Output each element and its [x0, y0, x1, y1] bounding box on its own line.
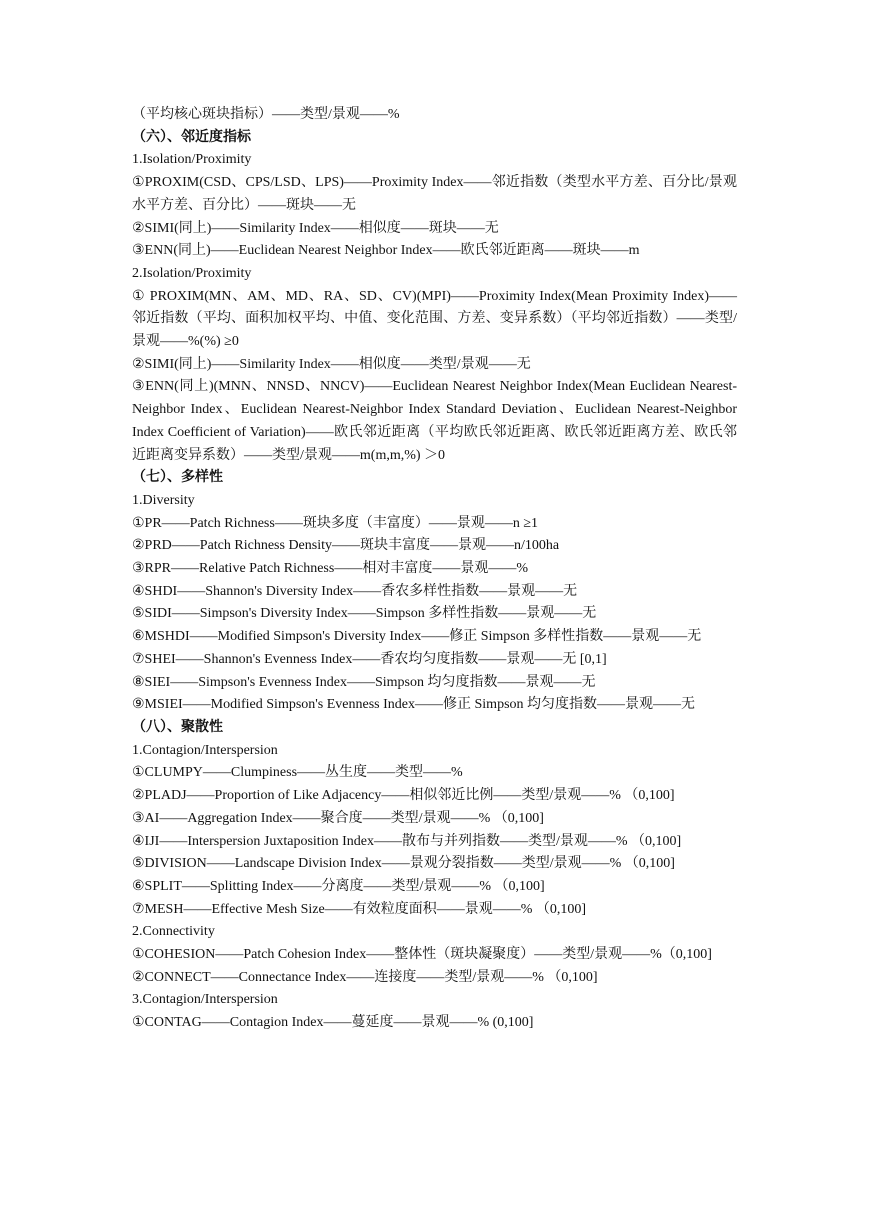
list-item: ⑧SIEI——Simpson's Evenness Index——Simpson 均匀度指数——景观——无	[132, 674, 596, 690]
list-item: ③ENN(同上)(MNN、NNSD、NNCV)——Euclidean Nearest Neighbor Index(Mean Euclidean Nearest-Neighbor Index、Euclidean Nearest-Neighbor Index Standard Deviation、Euclidean Nearest-Neighbor Index Coefficient of Variation)——欧氏邻近距离（平均欧氏邻近距离、欧氏邻近距离方差、欧氏邻近距离变异系数）——类型/景观——m(m,m,%) ＞0	[132, 379, 737, 463]
list-item: ⑥SPLIT——Splitting Index——分离度——类型/景观——% （0,100]	[132, 878, 545, 894]
subsection-heading: 1.Diversity	[132, 492, 195, 508]
list-item: ① PROXIM(MN、AM、MD、RA、SD、CV)(MPI)——Proximity Index(Mean Proximity Index)——邻近指数（平均、面积加权平均、中值、变化范围、方差、变异系数）（平均邻近指数）——类型/景观——%(%) ≥0	[132, 288, 737, 350]
subsection-heading: 1.Contagion/Interspersion	[132, 742, 278, 758]
list-item: ②PLADJ——Proportion of Like Adjacency——相似邻近比例——类型/景观——% （0,100]	[132, 788, 675, 804]
list-item: ①PROXIM(CSD、CPS/LSD、LPS)——Proximity Index——邻近指数（类型水平方差、百分比/景观水平方差、百分比）——斑块——无	[132, 175, 737, 213]
list-item: ④SHDI——Shannon's Diversity Index——香农多样性指数——景观——无	[132, 583, 578, 599]
list-item: ⑥MSHDI——Modified Simpson's Diversity Index——修正 Simpson 多样性指数——景观——无	[132, 629, 702, 645]
list-item: ①CLUMPY——Clumpiness——丛生度——类型——%	[132, 765, 463, 781]
list-item: ②SIMI(同上)——Similarity Index——相似度——类型/景观——无	[132, 356, 531, 372]
list-item: ⑤SIDI——Simpson's Diversity Index——Simpson 多样性指数——景观——无	[132, 606, 597, 622]
subsection-heading: 1.Isolation/Proximity	[132, 152, 252, 168]
list-item: ②CONNECT——Connectance Index——连接度——类型/景观——% （0,100]	[132, 969, 598, 985]
list-item: ⑦MESH——Effective Mesh Size——有效粒度面积——景观——% （0,100]	[132, 901, 587, 917]
list-item: ⑤DIVISION——Landscape Division Index——景观分裂指数——类型/景观——% （0,100]	[132, 856, 675, 872]
section-heading: （六）、邻近度指标	[132, 129, 251, 145]
subsection-heading: 2.Connectivity	[132, 924, 215, 940]
list-item: ①COHESION——Patch Cohesion Index——整体性（斑块凝聚度）——类型/景观——%（0,100]	[132, 947, 712, 963]
list-item: ②SIMI(同上)——Similarity Index——相似度——斑块——无	[132, 220, 499, 236]
text-line: （平均核心斑块指标）——类型/景观——%	[132, 107, 400, 122]
subsection-heading: 2.Isolation/Proximity	[132, 265, 252, 281]
list-item: ①CONTAG——Contagion Index——蔓延度——景观——% (0,100]	[132, 1015, 534, 1031]
list-item: ⑦SHEI——Shannon's Evenness Index——香农均匀度指数——景观——无 [0,1]	[132, 651, 607, 667]
list-item: ③RPR——Relative Patch Richness——相对丰富度——景观——%	[132, 561, 528, 577]
section-heading: （八）、聚散性	[132, 719, 223, 735]
list-item: ④IJI——Interspersion Juxtaposition Index——散布与并列指数——类型/景观——% （0,100]	[132, 833, 682, 849]
document-page	[132, 104, 737, 1035]
section-heading: （七）、多样性	[132, 470, 223, 486]
list-item: ①PR——Patch Richness——斑块多度（丰富度）——景观——n ≥1	[132, 515, 539, 531]
list-item: ②PRD——Patch Richness Density——斑块丰富度——景观——n/100ha	[132, 538, 560, 554]
list-item: ⑨MSIEI——Modified Simpson's Evenness Index——修正 Simpson 均匀度指数——景观——无	[132, 697, 696, 713]
list-item: ③AI——Aggregation Index——聚合度——类型/景观——% （0,100]	[132, 810, 544, 826]
list-item: ③ENN(同上)——Euclidean Nearest Neighbor Index——欧氏邻近距离——斑块——m	[132, 243, 640, 259]
subsection-heading: 3.Contagion/Interspersion	[132, 992, 278, 1008]
